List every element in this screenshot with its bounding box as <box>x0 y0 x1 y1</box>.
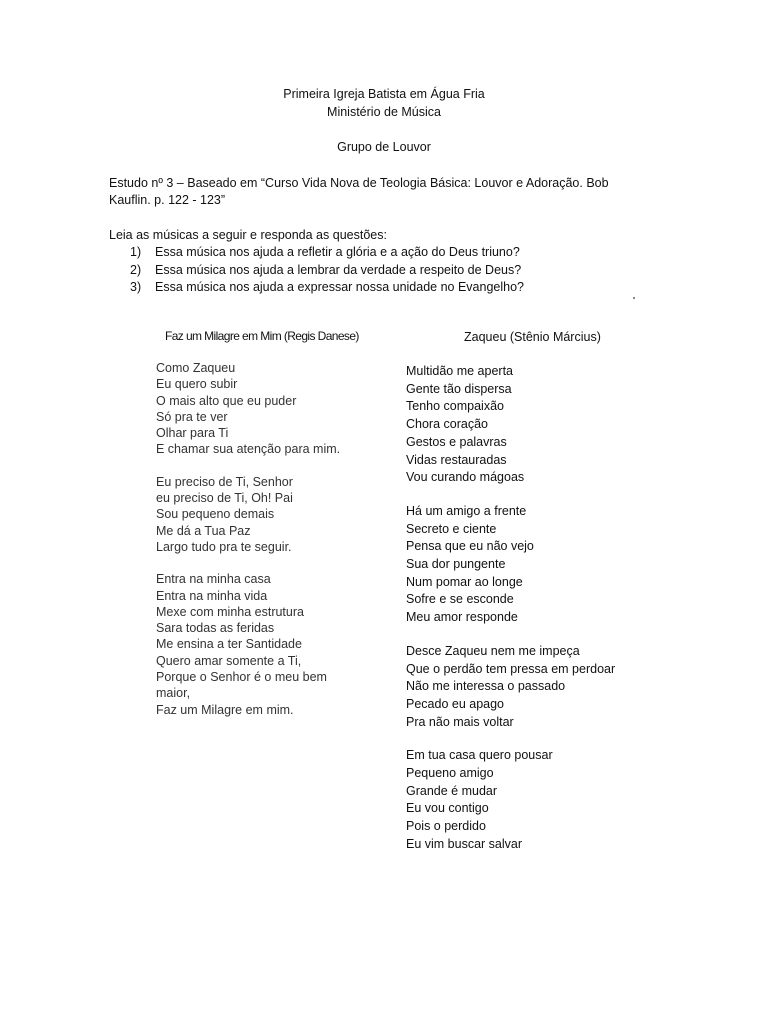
song-title-1: Faz um Milagre em Mim (Regis Danese) <box>165 329 359 343</box>
question-number: 3) <box>130 280 142 294</box>
lyric-line: Pensa que eu não vejo <box>406 539 534 554</box>
stanza <box>156 571 346 718</box>
lyric-line: Pra não mais voltar <box>406 714 514 729</box>
lyric-line: Em tua casa quero pousar <box>406 748 553 763</box>
lyric-line: Sou pequeno demais <box>156 507 275 522</box>
lyric-line: Vidas restauradas <box>406 452 507 467</box>
lyric-line: Sofre e se esconde <box>406 592 514 607</box>
lyric-line: Como Zaqueu <box>156 361 236 375</box>
study-line-1: Estudo nº 3 – Baseado em “Curso Vida Nova de Teologia Básica: Louvor e Adoração. Bob <box>109 176 609 190</box>
song-2-lyrics <box>406 363 646 870</box>
lyric-line: Pequeno amigo <box>406 766 494 781</box>
lyric-line: Eu preciso de Ti, Senhor <box>156 474 293 489</box>
question-number: 2) <box>130 262 142 277</box>
stanza <box>406 503 646 627</box>
lyric-line: Há um amigo a frente <box>406 503 527 518</box>
ministry-name: Ministério de Música <box>327 105 441 119</box>
lyric-line: Num pomar ao longe <box>406 574 523 589</box>
lyric-line: Não me interessa o passado <box>406 679 566 694</box>
lyric-line: Sara todas as feridas <box>156 621 275 636</box>
stanza <box>156 360 346 458</box>
lyric-line: Secreto e ciente <box>406 521 497 536</box>
question-text: Essa música nos ajuda a expressar nossa unidade no Evangelho? <box>155 280 524 294</box>
lyric-line: Multidão me aperta <box>406 364 514 378</box>
lyric-line: Pecado eu apago <box>406 696 505 711</box>
lyric-line: Eu quero subir <box>156 377 238 392</box>
lyric-line: Faz um Milagre em mim. <box>156 702 294 717</box>
stanza <box>406 747 646 853</box>
lyric-line: Tenho compaixão <box>406 399 504 414</box>
song-1-lyrics <box>156 360 346 734</box>
lyric-line: Largo tudo pra te seguir. <box>156 539 292 554</box>
lyric-line: Chora coração <box>406 417 488 432</box>
church-name: Primeira Igreja Batista em Água Fria <box>283 87 485 101</box>
lyric-line: Quero amar somente a Ti, <box>156 653 302 668</box>
lyric-line: Gestos e palavras <box>406 434 507 449</box>
lyric-line: Me dá a Tua Paz <box>156 523 251 538</box>
study-reference <box>109 175 629 209</box>
stanza <box>406 363 646 487</box>
stray-mark <box>633 297 635 299</box>
question-item <box>130 244 524 262</box>
lyric-line: Vou curando mágoas <box>406 470 525 485</box>
question-item <box>130 279 524 297</box>
lyric-line: Pois o perdido <box>406 819 486 834</box>
lyric-line: Gente tão dispersa <box>406 381 512 396</box>
lyric-line: O mais alto que eu puder <box>156 393 297 408</box>
lyric-line: Me ensina a ter Santidade <box>156 637 302 652</box>
question-number: 1) <box>130 245 142 259</box>
lyric-line: Desce Zaqueu nem me impeça <box>406 643 580 658</box>
lyric-line: Eu vim buscar salvar <box>406 836 523 851</box>
question-item <box>130 262 524 280</box>
lyric-line: Entra na minha vida <box>156 588 268 603</box>
question-text: Essa música nos ajuda a lembrar da verdade a respeito de Deus? <box>155 262 522 277</box>
group-name: Grupo de Louvor <box>337 140 431 154</box>
song-title-2: Zaqueu (Stênio Március) <box>464 330 601 344</box>
lyric-line: Mexe com minha estrutura <box>156 604 304 619</box>
lyric-line: eu preciso de Ti, Oh! Pai <box>156 491 293 506</box>
lyric-line: Olhar para Ti <box>156 426 229 441</box>
lyric-line: Meu amor responde <box>406 610 518 625</box>
lyric-line: Entra na minha casa <box>156 572 271 587</box>
study-line-2: Kauflin. p. 122 - 123” <box>109 193 226 207</box>
lyric-line: Que o perdão tem pressa em perdoar <box>406 661 616 676</box>
lyric-line: Porque o Senhor é o meu bem maior, <box>156 670 327 701</box>
lyric-line: Eu vou contigo <box>406 801 489 816</box>
lyric-line: E chamar sua atenção para mim. <box>156 442 341 457</box>
lyric-line: Grande é mudar <box>406 783 498 798</box>
question-list <box>130 244 524 297</box>
question-text: Essa música nos ajuda a refletir a glória e a ação do Deus triuno? <box>155 245 520 259</box>
lyric-line: Sua dor pungente <box>406 557 506 572</box>
stanza <box>406 643 646 732</box>
instructions-heading: Leia as músicas a seguir e responda as questões: <box>109 228 387 242</box>
lyric-line: Só pra te ver <box>156 409 228 424</box>
stanza <box>156 474 346 555</box>
